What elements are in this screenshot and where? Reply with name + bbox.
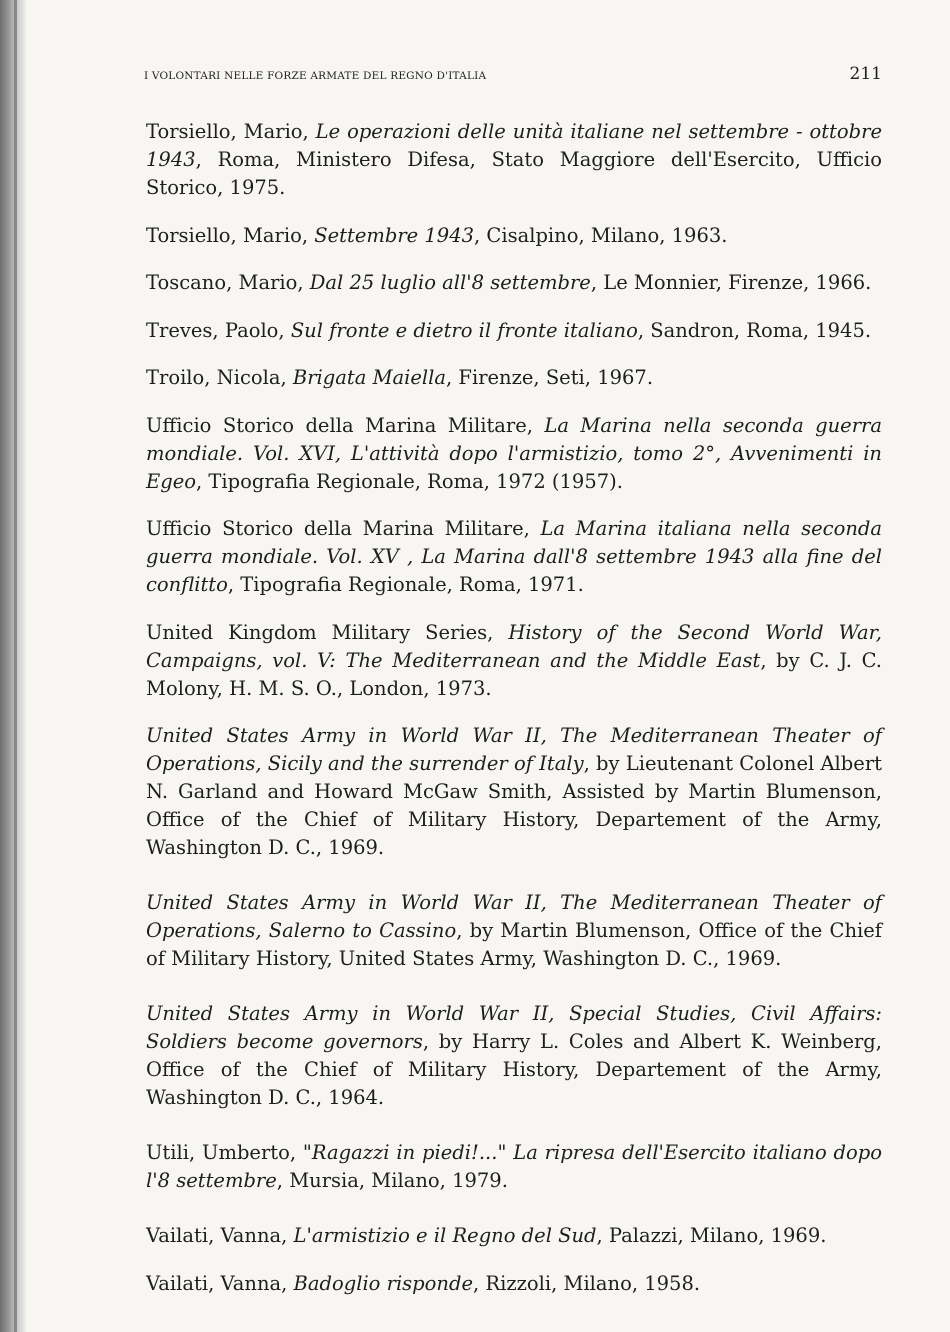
book-page	[146, 60, 882, 1315]
bibliography-entry	[146, 317, 882, 345]
entry-title: United States Army in World War II, Special Studies, Civil Affairs: Soldiers become governors	[146, 1002, 882, 1053]
bibliography-entry	[146, 1000, 882, 1112]
entry-author: Troilo, Nicola,	[146, 366, 293, 389]
entry-title: L'armistizio e il Regno del Sud	[293, 1224, 597, 1247]
entry-author: Ufficio Storico della Marina Militare,	[146, 413, 545, 437]
entry-details: , Cisalpino, Milano, 1963.	[474, 223, 728, 247]
bibliography-entry	[146, 1270, 882, 1298]
entry-details: , Firenze, Seti, 1967.	[446, 366, 654, 389]
entry-title: La Marina italiana nella seconda guerra mondiale. Vol. XV , La Marina dall'8 settembre 1943 alla fine del conflitto	[146, 517, 882, 596]
entry-author: Torsiello, Mario,	[146, 120, 316, 143]
entry-details: , Palazzi, Milano, 1969.	[596, 1224, 827, 1247]
page-number: 211	[849, 64, 882, 84]
entry-author: Utili, Umberto,	[146, 1141, 303, 1164]
entry-author: Torsiello, Mario,	[146, 223, 315, 247]
page-spine-shadow	[0, 0, 26, 1332]
entry-title: United States Army in World War II, The Mediterranean Theater of Operations, Sicily and the surrender of Italy	[146, 724, 882, 775]
bibliography-entry	[146, 118, 882, 202]
bibliography-entry	[146, 722, 882, 862]
entry-title: Sul fronte e dietro il fronte italiano	[290, 318, 638, 342]
entry-title: Settembre 1943	[314, 223, 475, 247]
entry-details: , by Harry L. Coles and Albert K. Weinberg, Office of the Chief of Military History, Departement of the Army, Washington D. C., 1964.	[146, 1030, 882, 1109]
bibliography-entry	[146, 619, 882, 703]
entry-details: , Tipografia Regionale, Roma, 1972 (1957).	[196, 469, 623, 493]
entry-author: United Kingdom Military Series,	[146, 620, 509, 644]
entry-details: , Sandron, Roma, 1945.	[637, 318, 872, 342]
entry-author: Vailati, Vanna,	[146, 1224, 294, 1247]
entry-details: , Le Monnier, Firenze, 1966.	[590, 271, 872, 294]
entry-author: Ufficio Storico della Marina Militare,	[146, 517, 541, 540]
bibliography-entry	[146, 1139, 882, 1195]
entry-details: , Roma, Ministero Difesa, Stato Maggiore dell'Esercito, Ufficio Storico, 1975.	[146, 148, 882, 199]
entry-details: , Mursia, Milano, 1979.	[276, 1169, 508, 1192]
entry-details: , by C. J. C. Molony, H. M. S. O., London, 1973.	[146, 648, 883, 700]
spine-binding-line	[14, 0, 17, 1332]
bibliography-entry	[146, 1222, 882, 1250]
running-head	[146, 60, 882, 90]
bibliography-entry	[146, 515, 882, 599]
bibliography-list	[146, 118, 882, 1298]
entry-details: , by Martin Blumenson, Office of the Chief of Military History, United States Army, Washington D. C., 1969.	[146, 919, 882, 970]
entry-title: Le operazioni delle unità italiane nel settembre - ottobre 1943	[146, 120, 882, 171]
bibliography-entry	[146, 222, 882, 250]
entry-title: Dal 25 luglio all'8 settembre	[309, 271, 591, 294]
bibliography-entry	[146, 364, 882, 392]
bibliography-entry	[146, 412, 882, 496]
entry-title: "Ragazzi in piedi!..." La ripresa dell'Esercito italiano dopo l'8 settembre	[146, 1141, 882, 1192]
running-head-title: I VOLONTARI NELLE FORZE ARMATE DEL REGNO D'ITALIA	[144, 70, 487, 82]
bibliography-entry	[146, 269, 882, 297]
entry-title: United States Army in World War II, The Mediterranean Theater of Operations, Salerno to Cassino	[146, 891, 882, 942]
entry-details: , Rizzoli, Milano, 1958.	[473, 1271, 701, 1295]
entry-author: Toscano, Mario,	[146, 271, 310, 294]
entry-title: Brigata Maiella	[292, 366, 447, 389]
bibliography-entry	[146, 889, 882, 973]
entry-details: , Tipografia Regionale, Roma, 1971.	[227, 573, 584, 596]
entry-details: , by Lieutenant Colonel Albert N. Garland and Howard McGaw Smith, Assisted by Martin Blumenson, Office of the Chief of Military History, Departement of the Army, Washington D. C., 1969.	[146, 752, 882, 859]
entry-author: Vailati, Vanna,	[146, 1271, 294, 1295]
entry-title: History of the Second World War, Campaigns, vol. V: The Mediterranean and the Middle East	[146, 620, 882, 672]
entry-title: Badoglio risponde	[293, 1271, 473, 1295]
entry-author: Treves, Paolo,	[146, 318, 291, 342]
entry-title: La Marina nella seconda guerra mondiale. Vol. XVI, L'attività dopo l'armistizio, tomo 2°, Avvenimenti in Egeo	[146, 413, 882, 493]
